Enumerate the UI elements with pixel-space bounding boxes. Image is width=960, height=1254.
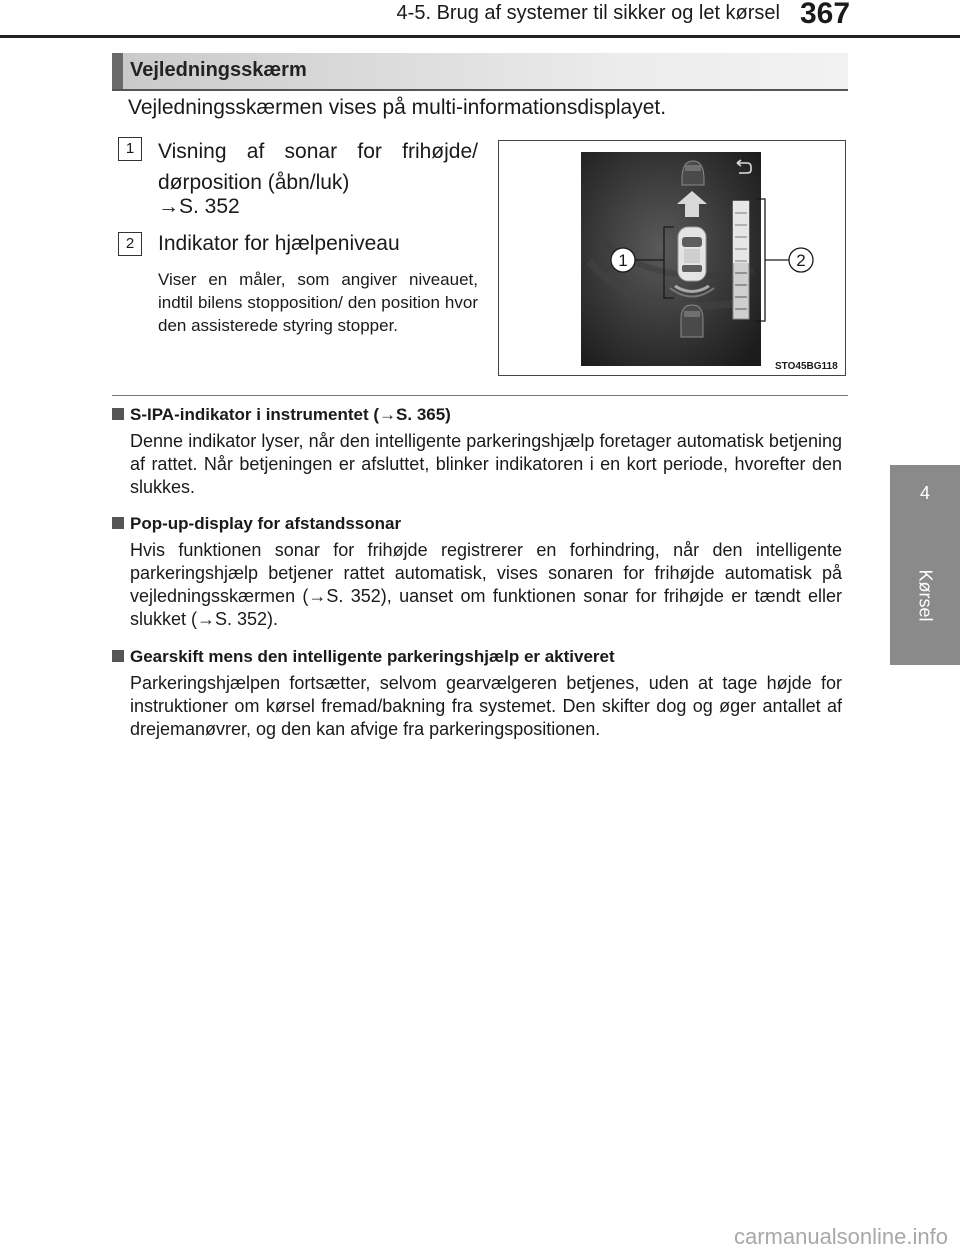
section-title: Vejledningsskærm [130, 59, 307, 81]
note-bullet [112, 650, 124, 662]
page-number: 367 [800, 0, 851, 30]
assist-level-gauge [733, 201, 749, 319]
note-heading-row [112, 514, 842, 534]
item-2-description: Viser en måler, som angiver niveauet, indtil bilens stopposition/ den position hvor den assisterede styring stopper. [158, 270, 478, 335]
chapter-tab-label-wrap [890, 569, 960, 622]
item-2-title: Indikator for hjælpeniveau [158, 232, 400, 255]
chapter-tab [890, 465, 960, 665]
note-bullet [112, 408, 124, 420]
note-body: Denne indikator lyser, når den intelligente parkeringshjælp foretager automatisk betjening af rattet. Når betjeningen er afsluttet, blinker indikatoren i en kort periode, hvorefter den slukkes. [130, 431, 842, 497]
callout-1-label: 1 [618, 251, 628, 270]
note-gear-shift [112, 647, 842, 741]
callout-2-label: 2 [796, 251, 806, 270]
section-header-bar [112, 53, 123, 89]
chapter-tab-number: 4 [919, 483, 930, 503]
obstacle-front-icon [682, 161, 704, 185]
section-intro: Vejledningsskærmen vises på multi-informationsdisplayet. [128, 96, 667, 119]
header-rule [0, 35, 960, 38]
note-bullet [112, 517, 124, 529]
item-1-number-badge: 1 [118, 137, 142, 161]
note-heading: Pop-up-display for afstandssonar [130, 514, 402, 533]
note-heading-row [112, 647, 842, 667]
chapter-tab-label: Kørsel [915, 569, 936, 622]
item-1-page-ref: →S. 352 [158, 195, 240, 218]
obstacle-rear-icon [681, 305, 703, 337]
section-divider [112, 395, 848, 396]
multi-info-display-svg [499, 141, 845, 375]
note-heading: Gearskift mens den intelligente parkeringshjælp er aktiveret [130, 647, 615, 666]
car-top-view-icon [678, 227, 706, 281]
note-body: Hvis funktionen sonar for frihøjde registrerer en forhindring, når den intelligente parkeringshjælp betjener rattet automatisk, vises sonaren for frihøjde automatisk på vejledningsskærmen (→S. 352), uanset om funktionen sonar for frihøjde er tændt eller slukket (→S. 352). [130, 540, 842, 629]
note-body: Parkeringshjælpen fortsætter, selvom gearvælgeren betjenes, uden at tage højde for instruktioner om kørsel fremad/bakning fra systemet. Den skifter dog og øger antallet af drejemanøvrer, og den kan afvige fra parkeringspositionen. [130, 673, 842, 739]
site-watermark: carmanualsonline.info [733, 1224, 948, 1249]
note-popup-display [112, 514, 842, 631]
note-heading-row [112, 405, 842, 425]
note-heading: S-IPA-indikator i instrumentet (→S. 365) [130, 405, 451, 424]
item-2-number-badge: 2 [118, 232, 142, 256]
running-header: 4-5. Brug af systemer til sikker og let kørsel [396, 2, 780, 24]
note-s-ipa-indicator [112, 405, 842, 499]
item-1-title: Visning af sonar for frihøjde/ dørposition (åbn/luk) [158, 140, 478, 194]
section-header [112, 53, 848, 91]
display-illustration [498, 140, 846, 376]
figure-code: STO45BG118 [775, 361, 838, 372]
